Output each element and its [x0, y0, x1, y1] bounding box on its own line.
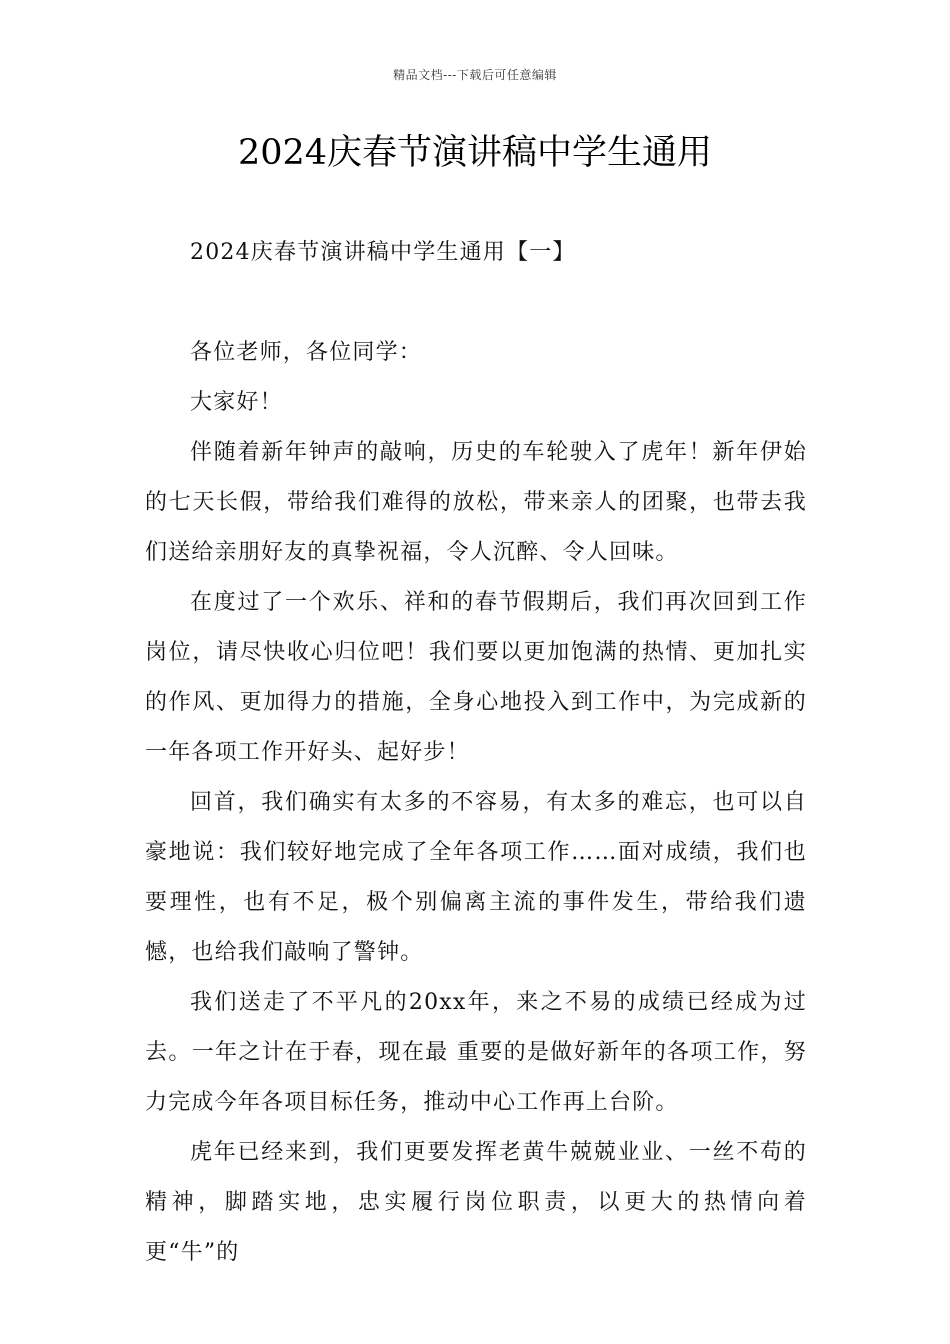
document-title: 2024庆春节演讲稿中学生通用	[237, 133, 713, 173]
paragraph: 虎年已经来到，我们更要发挥老黄牛兢兢业业、一丝不苟的精神，脚踏实地，忠实履行岗位职责，以更大的热情向着更“牛”的	[145, 1140, 807, 1265]
paragraph: 在度过了一个欢乐、祥和的春节假期后，我们再次回到工作岗位，请尽快收心归位吧！我们要以更加饱满的热情、更加扎实的作风、更加得力的措施，全身心地投入到工作中，为完成新的一年各项工作开好头、起好步！	[145, 590, 807, 765]
paragraph: 伴随着新年钟声的敲响，历史的车轮驶入了虎年！新年伊始的七天长假，带给我们难得的放松，带来亲人的团聚，也带去我们送给亲朋好友的真挚祝福，令人沉醉、令人回味。	[145, 440, 807, 565]
page-header-note: 精品文档---下载后可任意编辑	[393, 68, 557, 82]
paragraph: 回首，我们确实有太多的不容易，有太多的难忘，也可以自豪地说：我们较好地完成了全年各项工作……面对成绩，我们也要理性，也有不足，极个别偏离主流的事件发生，带给我们遗憾，也给我们敲响了警钟。	[145, 790, 807, 965]
document-body	[145, 228, 807, 1278]
paragraph: 我们送走了不平凡的20xx年，来之不易的成绩已经成为过去。一年之计在于春，现在最 重要的是做好新年的各项工作，努力完成今年各项目标任务，推动中心工作再上台阶。	[145, 990, 807, 1115]
section-heading: 2024庆春节演讲稿中学生通用【一】	[190, 240, 576, 265]
paragraph-hello: 大家好！	[190, 390, 283, 415]
paragraph-greeting: 各位老师，各位同学：	[190, 340, 423, 365]
